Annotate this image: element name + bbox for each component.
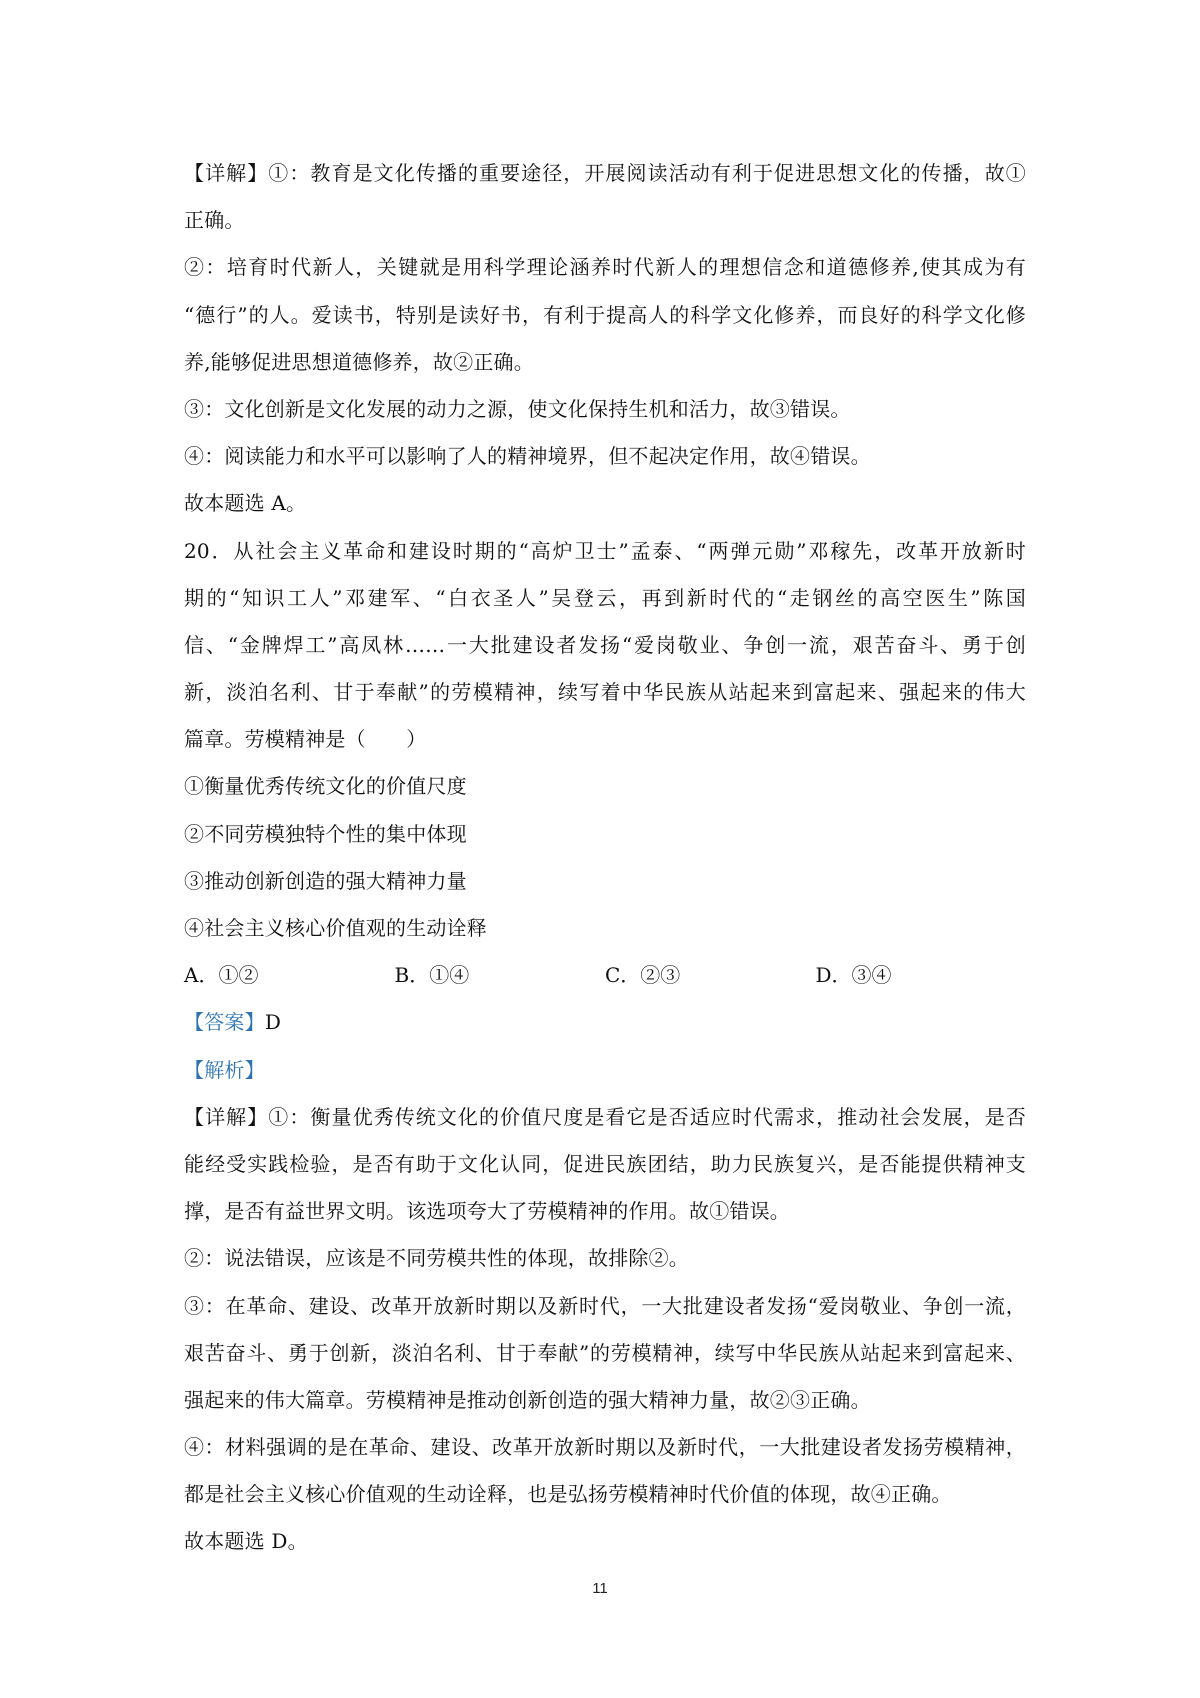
answer-line	[184, 999, 1026, 1046]
text-line: 正确。	[184, 208, 245, 233]
answer-options	[184, 952, 1026, 999]
question-stem-line: 20．从社会主义革命和建设时期的“高炉卫士”孟泰、“两弹元勋”邓稼先，改革开放新时	[184, 538, 1026, 563]
analysis-tag: 【解析】	[184, 1057, 265, 1082]
statement-1: ①衡量优秀传统文化的价值尺度	[184, 774, 467, 799]
previous-explanation	[184, 150, 1026, 528]
question-stem-line: 期的“知识工人”邓建军、“白衣圣人”吴登云，再到新时代的“走钢丝的高空医生”陈国	[184, 585, 1026, 610]
text-line: 故本题选 D。	[184, 1529, 308, 1554]
text-line: 养,能够促进思想道德修养，故②正确。	[184, 349, 534, 374]
text-line: 撑，是否有益世界文明。该选项夸大了劳模精神的作用。故①错误。	[184, 1199, 790, 1224]
text-line: 能经受实践检验，是否有助于文化认同，促进民族团结，助力民族复兴，是否能提供精神支	[184, 1151, 1026, 1176]
statement-2: ②不同劳模独特个性的集中体现	[184, 821, 467, 846]
text-line: 强起来的伟大篇章。劳模精神是推动创新创造的强大精神力量，故②③正确。	[184, 1387, 871, 1412]
page-content	[184, 150, 1026, 1566]
answer-tag: 【答案】	[184, 1010, 265, 1035]
text-line: ④：阅读能力和水平可以影响了人的精神境界，但不起决定作用，故④错误。	[184, 444, 871, 469]
statement-4: ④社会主义核心价值观的生动诠释	[184, 916, 487, 940]
text-line: 【详解】①：衡量优秀传统文化的价值尺度是看它是否适应时代需求，推动社会发展，是否	[184, 1104, 1026, 1129]
text-line: 艰苦奋斗、勇于创新，淡泊名利、甘于奉献”的劳模精神，续写中华民族从站起来到富起来、	[184, 1340, 1026, 1365]
option-d: D．③④	[815, 963, 892, 988]
statement-3: ③推动创新创造的强大精神力量	[184, 868, 467, 893]
text-line: 都是社会主义核心价值观的生动诠释，也是弘扬劳模精神时代价值的体现，故④正确。	[184, 1482, 952, 1507]
analysis-line	[184, 1047, 1026, 1094]
option-b: B．①④	[394, 963, 470, 988]
text-line: ②：培育时代新人，关键就是用科学理论涵养时代新人的理想信念和道德修养,使其成为有	[184, 255, 1026, 280]
text-line: ③：文化创新是文化发展的动力之源，使文化保持生机和活力，故③错误。	[184, 396, 851, 421]
option-c: C．②③	[605, 963, 681, 988]
text-line: 【详解】①：教育是文化传播的重要途径，开展阅读活动有利于促进思想文化的传播，故①	[184, 161, 1026, 185]
text-line: ②：说法错误，应该是不同劳模共性的体现，故排除②。	[184, 1246, 689, 1271]
text-line: ④：材料强调的是在革命、建设、改革开放新时期以及新时代，一大批建设者发扬劳模精神，	[184, 1435, 1026, 1460]
answer-value: D	[264, 1010, 282, 1035]
question-20	[184, 528, 1026, 1000]
question-stem-line: 篇章。劳模精神是（ ）	[184, 727, 427, 752]
explanation	[184, 1094, 1026, 1566]
question-stem-line: 信、“金牌焊工”高凤林……一大批建设者发扬“爱岗敬业、争创一流，艰苦奋斗、勇于创	[184, 632, 1026, 657]
question-stem-line: 新，淡泊名利、甘于奉献”的劳模精神，续写着中华民族从站起来到富起来、强起来的伟大	[184, 680, 1026, 705]
text-line: ③：在革命、建设、改革开放新时期以及新时代，一大批建设者发扬“爱岗敬业、争创一流，	[184, 1293, 1026, 1318]
option-a: A．①②	[184, 963, 259, 988]
text-line: “德行”的人。爱读书，特别是读好书，有利于提高人的科学文化修养，而良好的科学文化修	[184, 302, 1026, 327]
page-number: 11	[592, 1580, 608, 1597]
text-line: 故本题选 A。	[184, 491, 307, 516]
